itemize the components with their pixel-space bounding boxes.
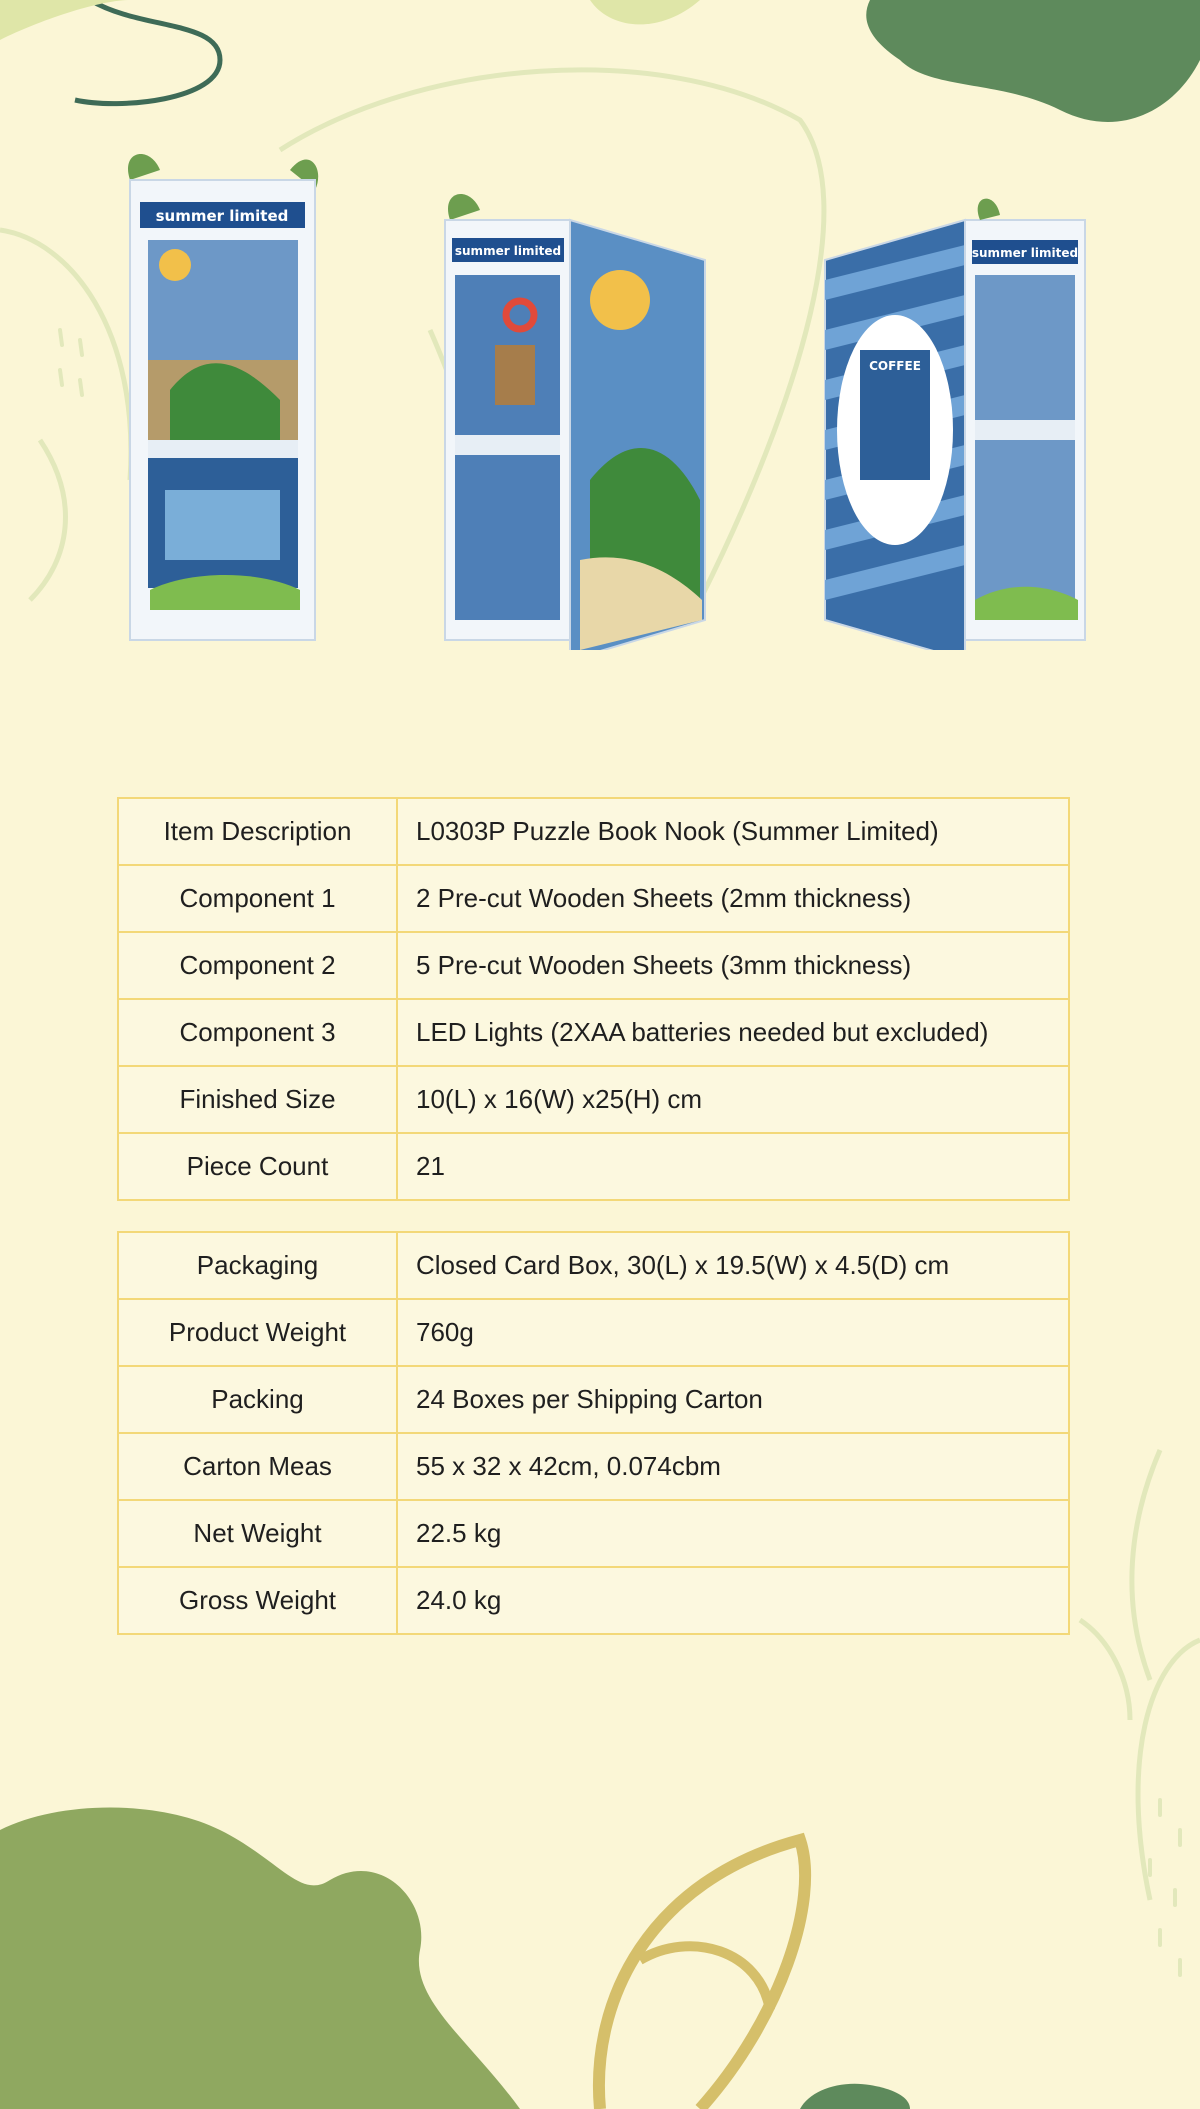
top-leaf-sliver: [590, 0, 700, 24]
table-row: [118, 1433, 1069, 1500]
spec-label: Packaging: [118, 1232, 397, 1299]
top-left-curl: [75, 0, 220, 104]
product-angled-view: [440, 180, 710, 650]
spec-label: Component 2: [118, 932, 397, 999]
spec-table-product: [117, 797, 1070, 1201]
spec-value: 5 Pre-cut Wooden Sheets (3mm thickness): [397, 932, 1069, 999]
spec-value: 21: [397, 1133, 1069, 1200]
spec-value: 760g: [397, 1299, 1069, 1366]
spec-label: Packing: [118, 1366, 397, 1433]
coffee-label: COFFEE: [869, 359, 921, 373]
table-row: [118, 1500, 1069, 1567]
spec-label: Product Weight: [118, 1299, 397, 1366]
top-left-leaf: [0, 0, 130, 40]
spec-label: Carton Meas: [118, 1433, 397, 1500]
bottom-left-leaf: [0, 1808, 520, 2109]
spec-value: 24.0 kg: [397, 1567, 1069, 1634]
table-row: [118, 932, 1069, 999]
spec-label: Net Weight: [118, 1500, 397, 1567]
table-row: [118, 1299, 1069, 1366]
sign-label-back: summer limited: [971, 246, 1079, 260]
table-row: [118, 1133, 1069, 1200]
table-row: [118, 1366, 1069, 1433]
table-row: [118, 865, 1069, 932]
spec-label: Finished Size: [118, 1066, 397, 1133]
sign-label: summer limited: [155, 207, 289, 225]
spec-label: Piece Count: [118, 1133, 397, 1200]
spec-value: 2 Pre-cut Wooden Sheets (2mm thickness): [397, 865, 1069, 932]
table-row: [118, 1567, 1069, 1634]
bottom-leaf-outline: [599, 1840, 805, 2109]
spec-label: Gross Weight: [118, 1567, 397, 1634]
table-row: [118, 1066, 1069, 1133]
product-front-view: [110, 150, 320, 650]
spec-label: Item Description: [118, 798, 397, 865]
spec-table-packaging: [117, 1231, 1070, 1635]
spec-value: 55 x 32 x 42cm, 0.074cbm: [397, 1433, 1069, 1500]
sign-label-angled: summer limited: [454, 244, 562, 258]
spec-value: LED Lights (2XAA batteries needed but excluded): [397, 999, 1069, 1066]
table-row: [118, 999, 1069, 1066]
bottom-leaf-vein: [640, 1946, 770, 2010]
product-gallery: [0, 140, 1200, 660]
spec-value: L0303P Puzzle Book Nook (Summer Limited): [397, 798, 1069, 865]
table-row: [118, 798, 1069, 865]
spec-value: 10(L) x 16(W) x25(H) cm: [397, 1066, 1069, 1133]
table-row: [118, 1232, 1069, 1299]
top-right-blob: [866, 0, 1200, 122]
product-back-view: [820, 180, 1090, 650]
spec-value: 22.5 kg: [397, 1500, 1069, 1567]
spec-value: 24 Boxes per Shipping Carton: [397, 1366, 1069, 1433]
bottom-blob: [800, 2084, 910, 2109]
spec-label: Component 1: [118, 865, 397, 932]
spec-label: Component 3: [118, 999, 397, 1066]
spec-value: Closed Card Box, 30(L) x 19.5(W) x 4.5(D) cm: [397, 1232, 1069, 1299]
